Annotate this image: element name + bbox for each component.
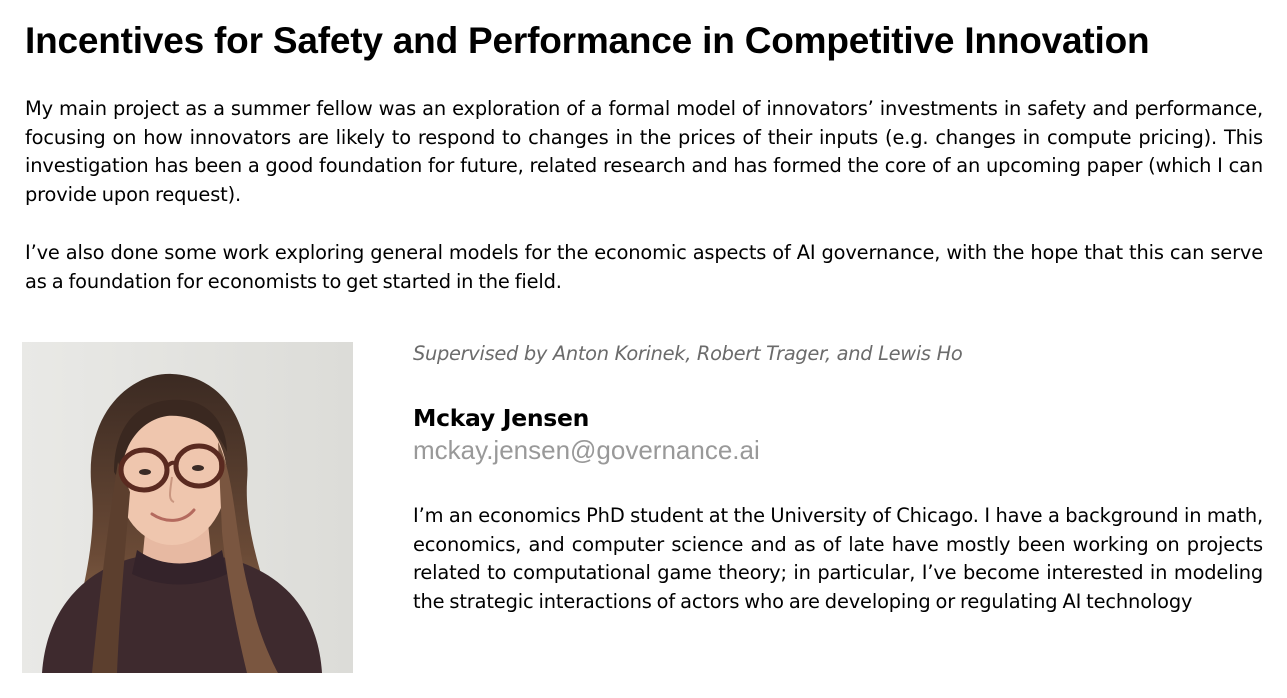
fellow-name: Mckay Jensen (413, 404, 590, 432)
project-description-paragraph: My main project as a summer fellow was an exploration of a formal model of innovators’ investments in safety and performance, focusing on how innovators are likely to respond to changes in the prices of their inputs (e.g. changes in compute pricing). This investigation has been a good foundation for future, related research and has formed the core of an upcoming paper (which I can provide upon request). (25, 97, 1263, 207)
email-link[interactable]: mckay.jensen@governance.ai (413, 435, 760, 465)
fellow-bio: I’m an economics PhD student at the University of Chicago. I have a background in math, economics, and computer science and as of late have mostly been working on projects related to computational game theory; in particular, I’ve become interested in modeling the strategic interactions of actors who are developing or regulating AI technology (413, 504, 1263, 614)
additional-work-paragraph: I’ve also done some work exploring general models for the economic aspects of AI governance, with the hope that this can serve as a foundation for economists to get started in the field. (25, 241, 1263, 293)
supervisors-caption: Supervised by Anton Korinek, Robert Trager, and Lewis Ho (413, 342, 963, 365)
profile-photo (22, 342, 353, 673)
page-title: Incentives for Safety and Performance in Competitive Innovation (25, 20, 1150, 61)
